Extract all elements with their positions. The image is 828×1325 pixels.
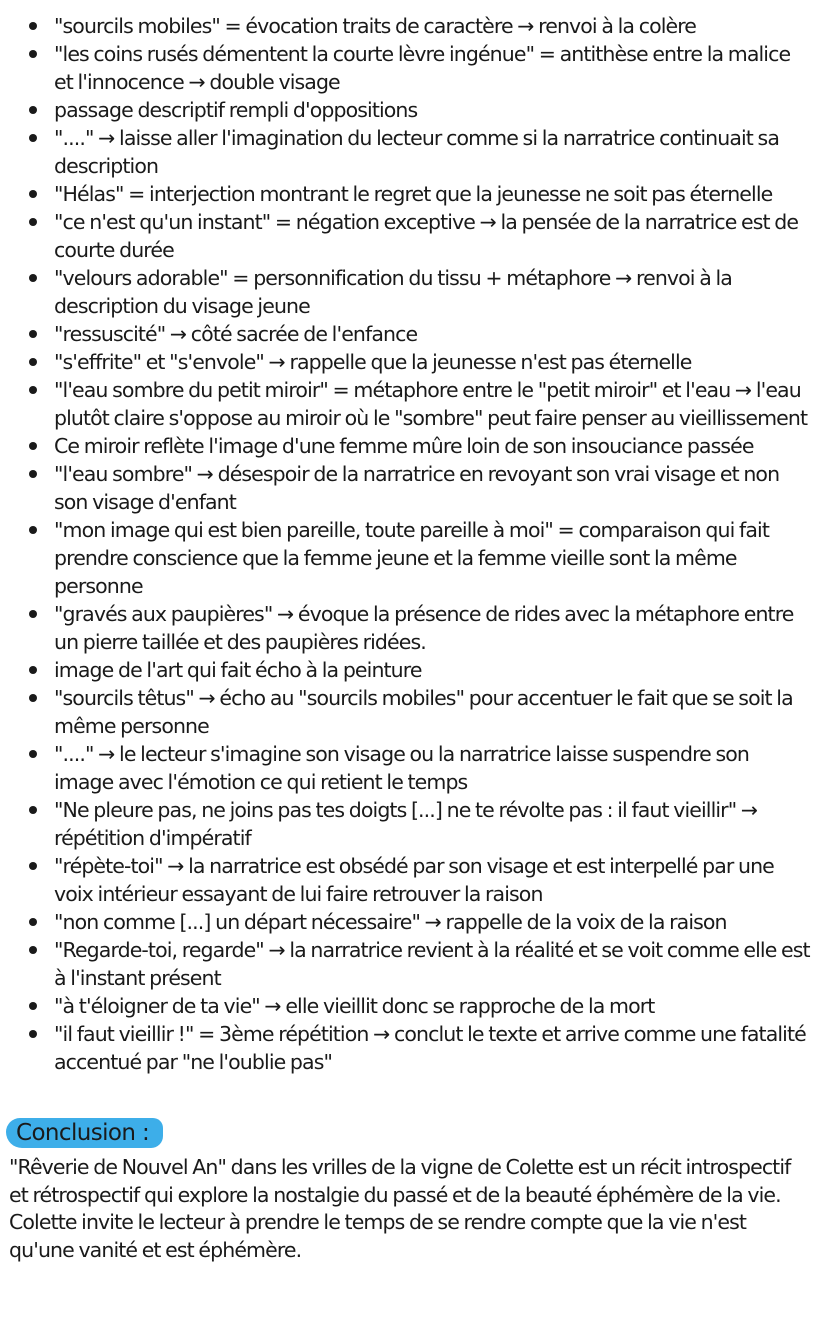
bullet-icon	[29, 806, 37, 814]
list-item-text: passage descriptif rempli d'oppositions	[54, 98, 418, 122]
list-item-text: "gravés aux paupières" → évoque la présence de rides avec la métaphore entre un pierre taillée et des paupières ridées.	[54, 602, 794, 654]
bullet-icon	[29, 1030, 37, 1038]
list-item-text: "mon image qui est bien pareille, toute pareille à moi" = comparaison qui fait prendre conscience que la femme jeune et la femme vieille sont la même personne	[54, 518, 769, 598]
bullet-icon	[29, 946, 37, 954]
bullet-icon	[29, 106, 37, 114]
list-item-text: "sourcils têtus" → écho au "sourcils mobiles" pour accentuer le fait que se soit la même personne	[54, 686, 793, 738]
list-item	[0, 740, 828, 796]
list-item-text: "Hélas" = interjection montrant le regret que la jeunesse ne soit pas éternelle	[54, 182, 773, 206]
bullet-icon	[29, 918, 37, 926]
list-item	[0, 208, 828, 264]
list-item-text: "ce n'est qu'un instant" = négation exceptive → la pensée de la narratrice est de courte durée	[54, 210, 799, 262]
list-item	[0, 992, 828, 1020]
list-item-text: "l'eau sombre" → désespoir de la narratrice en revoyant son vrai visage et non son visage d'enfant	[54, 462, 780, 514]
list-item	[0, 432, 828, 460]
list-item-text: "velours adorable" = personnification du tissu + métaphore → renvoi à la description du visage jeune	[54, 266, 732, 318]
list-item	[0, 264, 828, 320]
bullet-icon	[29, 330, 37, 338]
list-item-text: "...." → laisse aller l'imagination du lecteur comme si la narratrice continuait sa description	[54, 126, 779, 178]
bullet-icon	[29, 442, 37, 450]
list-item-text: "non comme [...] un départ nécessaire" → rappelle de la voix de la raison	[54, 910, 727, 934]
list-item	[0, 908, 828, 936]
list-item	[0, 656, 828, 684]
bullet-icon	[29, 470, 37, 478]
list-item-text: "ressuscité" → côté sacrée de l'enfance	[54, 322, 418, 346]
conclusion-section	[0, 1118, 828, 1264]
bullet-icon	[29, 386, 37, 394]
bullet-icon	[29, 218, 37, 226]
bullet-icon	[29, 694, 37, 702]
conclusion-paragraph: "Rêverie de Nouvel An" dans les vrilles de la vigne de Colette est un récit introspectif et rétrospectif qui explore la nostalgie du passé et de la beauté éphémère de la vie. Colette invite le lecteur à prendre le temps de se rendre compte que la vie n'est qu'une vanité et est éphémère.	[9, 1155, 791, 1262]
bullet-icon	[29, 358, 37, 366]
list-item-text: "s'effrite" et "s'envole" → rappelle que la jeunesse n'est pas éternelle	[54, 350, 692, 374]
list-item	[0, 684, 828, 740]
list-item-text: "Regarde-toi, regarde" → la narratrice revient à la réalité et se voit comme elle est à l'instant présent	[54, 938, 810, 990]
list-item	[0, 40, 828, 96]
bullet-icon	[29, 526, 37, 534]
list-item-text: Ce miroir reflète l'image d'une femme mûre loin de son insouciance passée	[54, 434, 754, 458]
list-item	[0, 96, 828, 124]
list-item	[0, 348, 828, 376]
bullet-icon	[29, 274, 37, 282]
list-item	[0, 936, 828, 992]
list-item	[0, 1020, 828, 1076]
list-item	[0, 600, 828, 656]
list-item-text: "à t'éloigner de ta vie" → elle vieillit donc se rapproche de la mort	[54, 994, 655, 1018]
analysis-bullet-list	[0, 12, 828, 1076]
bullet-icon	[29, 50, 37, 58]
list-item-text: image de l'art qui fait écho à la peinture	[54, 658, 422, 682]
list-item	[0, 852, 828, 908]
conclusion-heading: Conclusion :	[6, 1118, 163, 1148]
bullet-icon	[29, 134, 37, 142]
list-item	[0, 376, 828, 432]
list-item-text: "répète-toi" → la narratrice est obsédé par son visage et est interpellé par une voix intérieur essayant de lui faire retrouver la raison	[54, 854, 774, 906]
bullet-icon	[29, 610, 37, 618]
list-item-text: "il faut vieillir !" = 3ème répétition → conclut le texte et arrive comme une fatalité accentué par "ne l'oublie pas"	[54, 1022, 806, 1074]
list-item-text: "Ne pleure pas, ne joins pas tes doigts [...] ne te révolte pas : il faut vieillir" → répétition d'impératif	[54, 798, 758, 850]
list-item	[0, 460, 828, 516]
bullet-icon	[29, 1002, 37, 1010]
list-item-text: "l'eau sombre du petit miroir" = métaphore entre le "petit miroir" et l'eau → l'eau plutôt claire s'oppose au miroir où le "sombre" peut faire penser au vieillissement	[54, 378, 808, 430]
bullet-icon	[29, 750, 37, 758]
bullet-icon	[29, 190, 37, 198]
bullet-icon	[29, 22, 37, 30]
list-item	[0, 180, 828, 208]
list-item-text: "sourcils mobiles" = évocation traits de caractère → renvoi à la colère	[54, 14, 697, 38]
list-item	[0, 12, 828, 40]
list-item-text: "...." → le lecteur s'imagine son visage ou la narratrice laisse suspendre son image avec l'émotion ce qui retient le temps	[54, 742, 749, 794]
list-item	[0, 516, 828, 600]
bullet-icon	[29, 862, 37, 870]
list-item	[0, 796, 828, 852]
bullet-icon	[29, 666, 37, 674]
list-item	[0, 320, 828, 348]
list-item	[0, 124, 828, 180]
list-item-text: "les coins rusés démentent la courte lèvre ingénue" = antithèse entre la malice et l'innocence → double visage	[54, 42, 791, 94]
